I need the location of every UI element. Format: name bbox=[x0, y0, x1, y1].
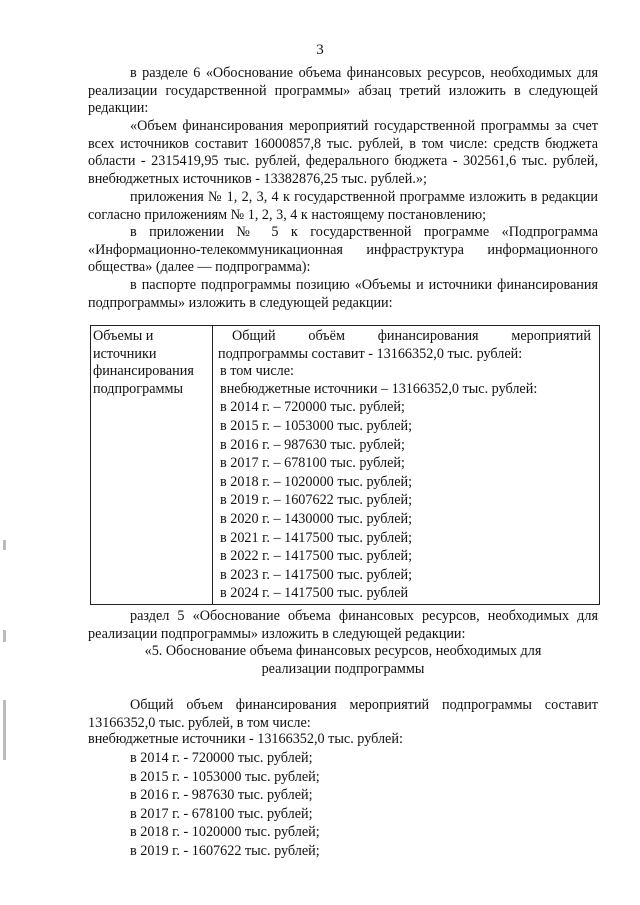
section5-heading-line2: реализации подпрограммы bbox=[261, 661, 425, 677]
funding-table bbox=[90, 325, 600, 605]
right-cell-including: в том числе: bbox=[220, 363, 294, 380]
table-year-line: в 2016 г. – 987630 тыс. рублей; bbox=[220, 436, 405, 453]
paragraph-appendices: приложения № 1, 2, 3, 4 к государственной программе изложить в редакции согласно приложениям № 1, 2, 3, 4 к настоящему постановлению; bbox=[88, 189, 598, 223]
table-year-line: в 2022 г. – 1417500 тыс. рублей; bbox=[220, 548, 413, 565]
table-year-line: в 2021 г. – 1417500 тыс. рублей; bbox=[220, 529, 413, 546]
list-item: в 2014 г. - 720000 тыс. рублей; bbox=[130, 750, 313, 766]
table-year-line: в 2019 г. – 1607622 тыс. рублей; bbox=[220, 492, 413, 509]
list-item: в 2016 г. - 987630 тыс. рублей; bbox=[130, 787, 313, 804]
section5-year-list bbox=[130, 749, 320, 861]
table-left-cell bbox=[91, 326, 213, 604]
left-cell-line: подпрограммы bbox=[93, 380, 183, 397]
section5-heading-line1: «5. Обоснование объема финансовых ресурсов, необходимых для bbox=[144, 643, 542, 659]
table-right-cell bbox=[213, 326, 599, 603]
left-cell-line: Объемы и bbox=[93, 328, 154, 344]
table-year-line: в 2015 г. – 1053000 тыс. рублей; bbox=[220, 417, 413, 434]
scan-edge-mark bbox=[3, 540, 6, 550]
scan-edge-mark bbox=[3, 630, 6, 642]
left-cell-line: источники bbox=[93, 345, 157, 362]
list-item: в 2015 г. - 1053000 тыс. рублей; bbox=[130, 768, 320, 785]
table-year-line: в 2024 г. – 1417500 тыс. рублей bbox=[220, 585, 409, 602]
paragraph-funding-volume: «Объем финансирования мероприятий государственной программы за счет всех источников составит 16000857,8 тыс. рублей, в том числе: средств бюджета области - 2315419,95 тыс. рублей, федерального бюджета - 302561,6 тыс. рублей, внебюджетных источников - 13382876,25 тыс. рублей.»; bbox=[88, 118, 598, 187]
table-year-line: в 2020 г. – 1430000 тыс. рублей; bbox=[220, 510, 413, 527]
list-item: в 2017 г. - 678100 тыс. рублей; bbox=[130, 805, 313, 822]
paragraph-section5-extrabudget: внебюджетные источники - 13166352,0 тыс. рублей: bbox=[88, 731, 403, 747]
list-item: в 2018 г. - 1020000 тыс. рублей; bbox=[130, 824, 320, 841]
table-year-line: в 2014 г. – 720000 тыс. рублей; bbox=[220, 399, 405, 416]
paragraph-section6-intro: в разделе 6 «Обоснование объема финансовых ресурсов, необходимых для реализации государственной программы» абзац третий изложить в следующей редакции: bbox=[88, 65, 598, 117]
right-cell-extrabudget: внебюджетные источники – 13166352,0 тыс. рублей: bbox=[220, 380, 538, 397]
table-year-line: в 2023 г. – 1417500 тыс. рублей; bbox=[220, 566, 413, 583]
paragraph-appendix5: в приложении № 5 к государственной программе «Подпрограмма «Информационно-телекоммуникационная инфраструктура информационного общества» (далее — подпрограмма): bbox=[88, 224, 598, 276]
left-cell-line: финансирования bbox=[93, 363, 194, 380]
paragraph-section5-total: Общий объем финансирования мероприятий подпрограммы составит 13166352,0 тыс. рублей, в том числе: bbox=[88, 697, 598, 731]
right-cell-total: Общий объём финансирования мероприятий подпрограммы составит - 13166352,0 тыс. рублей: bbox=[218, 328, 591, 362]
table-year-line: в 2018 г. – 1020000 тыс. рублей; bbox=[220, 473, 413, 490]
paragraph-passport: в паспорте подпрограммы позицию «Объемы и источники финансирования подпрограммы» изложить в следующей редакции: bbox=[88, 277, 598, 311]
page-number: 3 bbox=[316, 42, 324, 58]
scan-edge-mark bbox=[3, 700, 6, 760]
table-year-line: в 2017 г. – 678100 тыс. рублей; bbox=[220, 455, 405, 472]
list-item: в 2019 г. - 1607622 тыс. рублей; bbox=[130, 842, 320, 859]
paragraph-section5: раздел 5 «Обоснование объема финансовых ресурсов, необходимых для реализации подпрограммы» изложить в следующей редакции: bbox=[88, 608, 598, 642]
